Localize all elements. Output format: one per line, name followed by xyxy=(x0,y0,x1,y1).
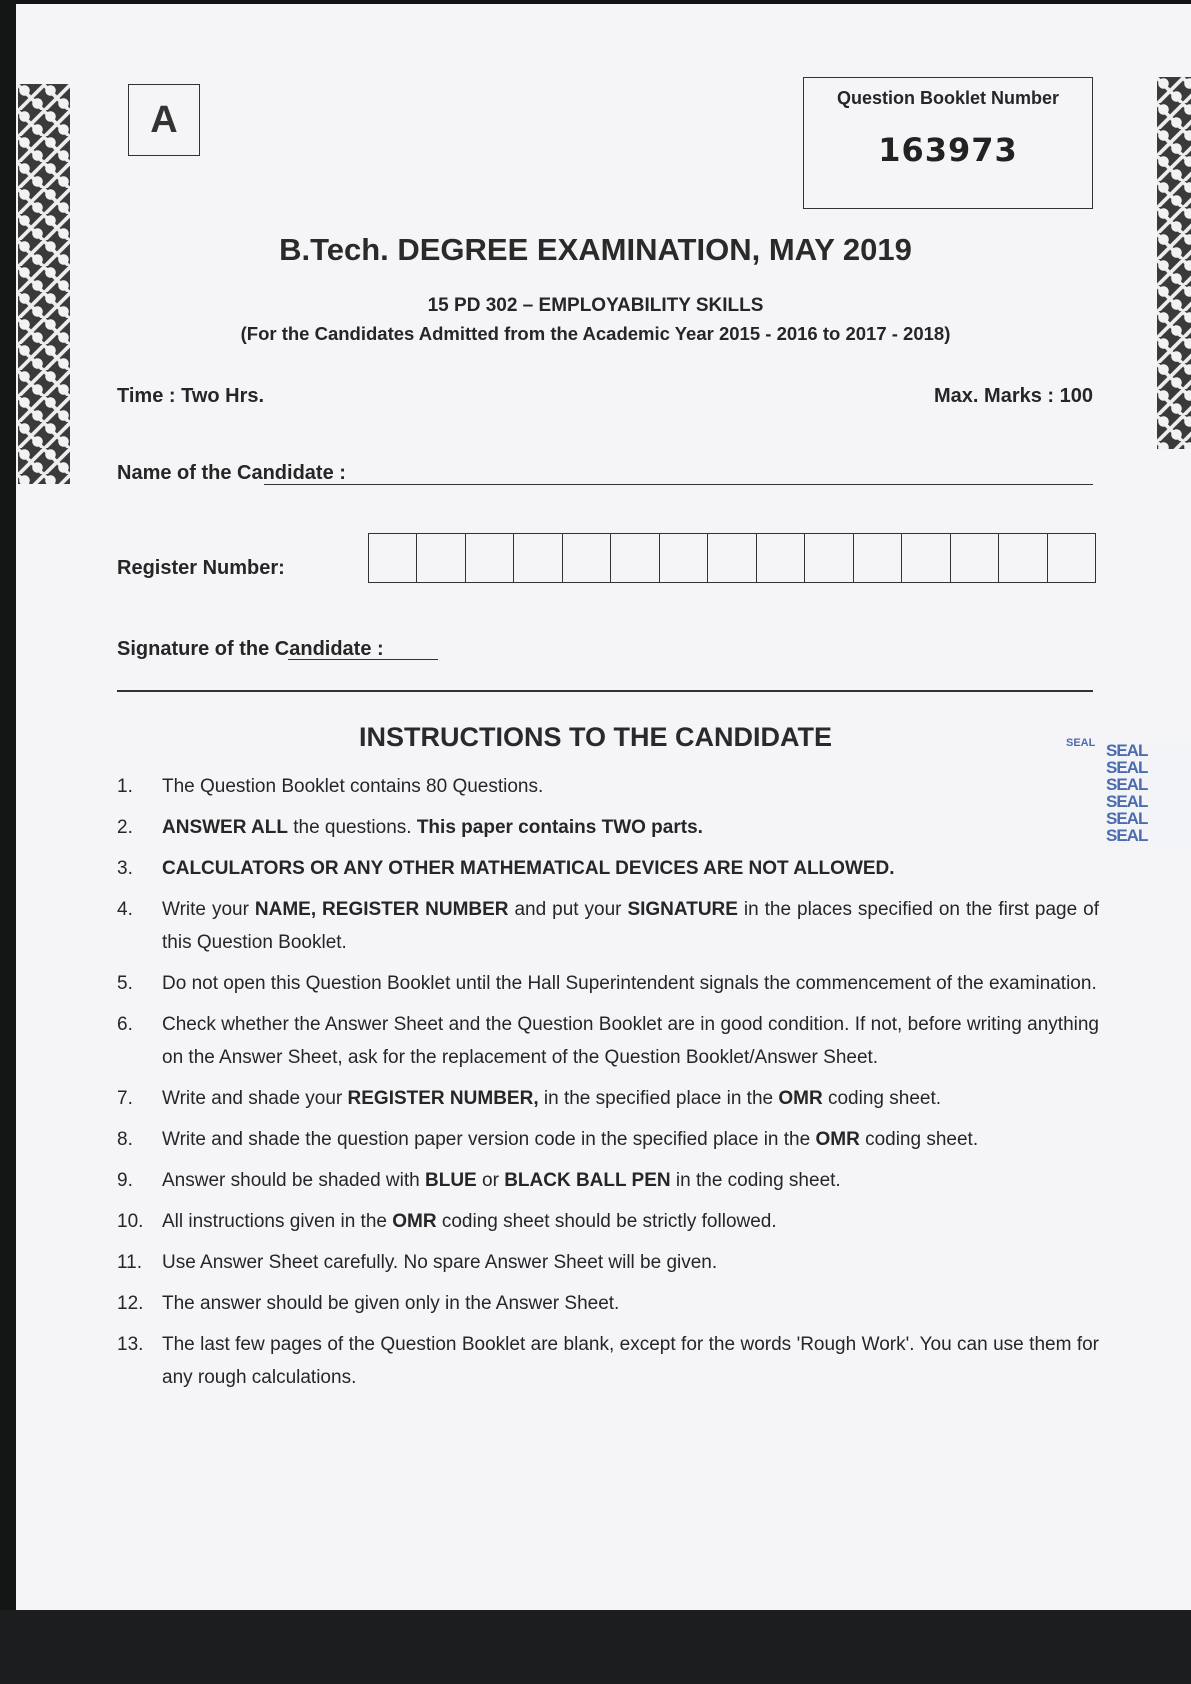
max-marks: Max. Marks : 100 xyxy=(934,385,1093,407)
instruction-number: 11. xyxy=(117,1252,143,1273)
seal-stamp-line: SEAL xyxy=(1106,775,1148,794)
seal-stamp-line: SEAL xyxy=(1106,826,1148,845)
instruction-segment: Do not open this Question Booklet until the Hall Superintendent signals the commencement of the examination. xyxy=(162,973,1097,994)
instruction-number: 9. xyxy=(117,1170,133,1191)
instruction-emphasis: NAME, REGISTER NUMBER xyxy=(254,899,509,920)
instruction-item xyxy=(117,1164,1099,1197)
instruction-text xyxy=(162,1164,1099,1197)
instruction-item xyxy=(117,852,1099,885)
instruction-number: 1. xyxy=(117,776,133,797)
seal-stamp-line: SEAL xyxy=(1106,792,1148,811)
instruction-item xyxy=(117,811,1099,844)
instruction-segment: Write and shade the question paper version code in the specified place in the xyxy=(162,1129,816,1150)
instruction-segment: Answer should be shaded with xyxy=(162,1170,425,1191)
signature-label: Signature of the Candidate : xyxy=(117,638,384,660)
register-digit-box[interactable] xyxy=(902,534,950,582)
register-digit-box[interactable] xyxy=(660,534,708,582)
instruction-number: 12. xyxy=(117,1293,144,1314)
register-digit-box[interactable] xyxy=(805,534,853,582)
instruction-text xyxy=(162,811,1099,844)
seal-stamp-fragment: SEAL xyxy=(1066,737,1096,749)
register-digit-box[interactable] xyxy=(611,534,659,582)
instruction-segment: coding sheet. xyxy=(822,1088,942,1109)
instruction-number: 4. xyxy=(117,899,133,920)
instruction-text xyxy=(162,1123,1099,1156)
instruction-segment: in the places specified on the first page of this Question Booklet. xyxy=(162,899,1099,953)
instruction-number: 6. xyxy=(117,1014,133,1035)
register-digit-box[interactable] xyxy=(563,534,611,582)
instruction-segment: Use Answer Sheet carefully. No spare Answer Sheet will be given. xyxy=(162,1252,718,1273)
instruction-text xyxy=(162,1008,1099,1074)
register-number-boxes[interactable] xyxy=(368,533,1096,583)
instruction-item xyxy=(117,1008,1099,1074)
instruction-text xyxy=(162,852,1099,885)
instruction-emphasis: SIGNATURE xyxy=(627,899,738,920)
exam-title: B.Tech. DEGREE EXAMINATION, MAY 2019 xyxy=(279,232,912,267)
instruction-item xyxy=(117,1246,1099,1279)
instruction-number: 7. xyxy=(117,1088,133,1109)
instructions-list xyxy=(117,770,1099,1402)
seal-stamp-line: SEAL xyxy=(1106,758,1148,777)
instruction-segment: in the coding sheet. xyxy=(670,1170,841,1191)
register-digit-box[interactable] xyxy=(757,534,805,582)
register-digit-box[interactable] xyxy=(854,534,902,582)
instruction-emphasis: This paper contains TWO parts. xyxy=(416,817,703,838)
instruction-number: 13. xyxy=(117,1334,144,1355)
instruction-emphasis: ANSWER ALL xyxy=(162,817,288,838)
instruction-item xyxy=(117,893,1099,959)
instruction-emphasis: BLACK BALL PEN xyxy=(504,1170,671,1191)
instruction-item xyxy=(117,1123,1099,1156)
version-code-box: A xyxy=(128,84,200,156)
scan-bottom-edge xyxy=(0,1610,1191,1684)
register-digit-box[interactable] xyxy=(514,534,562,582)
candidate-name-field[interactable] xyxy=(264,484,1093,485)
instruction-segment: The last few pages of the Question Booklet are blank, except for the words 'Rough Work'. You can use them for any rough calculations. xyxy=(162,1334,1099,1388)
section-divider xyxy=(117,690,1093,692)
instruction-segment: the questions. xyxy=(287,817,417,838)
instruction-segment: in the specified place in the xyxy=(538,1088,779,1109)
instruction-segment: and put your xyxy=(508,899,628,920)
instruction-number: 5. xyxy=(117,973,133,994)
instruction-emphasis: OMR xyxy=(778,1088,823,1109)
instruction-segment: Check whether the Answer Sheet and the Question Booklet are in good condition. If not, before writing anything on the Answer Sheet, ask for the replacement of the Question Booklet/Answer Sheet. xyxy=(162,1014,1099,1068)
instruction-number: 2. xyxy=(117,817,133,838)
instruction-emphasis: BLUE xyxy=(425,1170,477,1191)
register-digit-box[interactable] xyxy=(466,534,514,582)
booklet-number: 163973 xyxy=(878,131,1018,169)
security-pattern-left xyxy=(18,84,70,484)
instruction-text xyxy=(162,770,1099,803)
instruction-number: 10. xyxy=(117,1211,144,1232)
booklet-number-label: Question Booklet Number xyxy=(836,88,1060,108)
instruction-text xyxy=(162,1246,1099,1279)
admission-years: (For the Candidates Admitted from the Academic Year 2015 - 2016 to 2017 - 2018) xyxy=(240,323,951,344)
register-digit-box[interactable] xyxy=(999,534,1047,582)
register-digit-box[interactable] xyxy=(951,534,999,582)
instruction-text xyxy=(162,967,1099,1000)
booklet-number-box xyxy=(803,77,1093,209)
instruction-text xyxy=(162,1082,1099,1115)
register-digit-box[interactable] xyxy=(369,534,417,582)
instruction-segment: All instructions given in the xyxy=(162,1211,393,1232)
instruction-text xyxy=(162,1287,1099,1320)
instruction-number: 8. xyxy=(117,1129,133,1150)
instruction-segment: The answer should be given only in the Answer Sheet. xyxy=(162,1293,620,1314)
seal-stamp xyxy=(1066,728,1191,846)
register-digit-box[interactable] xyxy=(708,534,756,582)
register-number-label: Register Number: xyxy=(117,557,285,579)
instruction-emphasis: CALCULATORS OR ANY OTHER MATHEMATICAL DEVICES ARE NOT ALLOWED. xyxy=(162,858,895,879)
candidate-name-label: Name of the Candidate : xyxy=(117,462,346,484)
instruction-segment: Write your xyxy=(162,899,255,920)
exam-duration: Time : Two Hrs. xyxy=(117,385,265,407)
register-digit-box[interactable] xyxy=(417,534,465,582)
instruction-segment: or xyxy=(476,1170,505,1191)
subject-title: 15 PD 302 – EMPLOYABILITY SKILLS xyxy=(427,295,764,316)
instruction-item xyxy=(117,1205,1099,1238)
instruction-text xyxy=(162,893,1099,959)
instruction-segment: The Question Booklet contains 80 Questions. xyxy=(162,776,544,797)
register-digit-box[interactable] xyxy=(1048,534,1095,582)
instruction-number: 3. xyxy=(117,858,133,879)
instruction-text xyxy=(162,1205,1099,1238)
instruction-emphasis: OMR xyxy=(392,1211,437,1232)
instruction-item xyxy=(117,1328,1099,1394)
signature-field[interactable] xyxy=(288,659,438,660)
instruction-emphasis: REGISTER NUMBER, xyxy=(347,1088,539,1109)
instructions-title: INSTRUCTIONS TO THE CANDIDATE xyxy=(358,722,832,752)
instruction-item xyxy=(117,770,1099,803)
instruction-segment: coding sheet should be strictly followed. xyxy=(436,1211,777,1232)
instruction-item xyxy=(117,1082,1099,1115)
seal-stamp-line: SEAL xyxy=(1106,809,1148,828)
instruction-emphasis: OMR xyxy=(815,1129,860,1150)
instruction-segment: Write and shade your xyxy=(162,1088,348,1109)
seal-stamp-line: SEAL xyxy=(1106,741,1148,760)
instruction-text xyxy=(162,1328,1099,1394)
instruction-segment: coding sheet. xyxy=(859,1129,979,1150)
instruction-item xyxy=(117,967,1099,1000)
seal-stamp-sticker xyxy=(1106,742,1191,846)
instruction-item xyxy=(117,1287,1099,1320)
